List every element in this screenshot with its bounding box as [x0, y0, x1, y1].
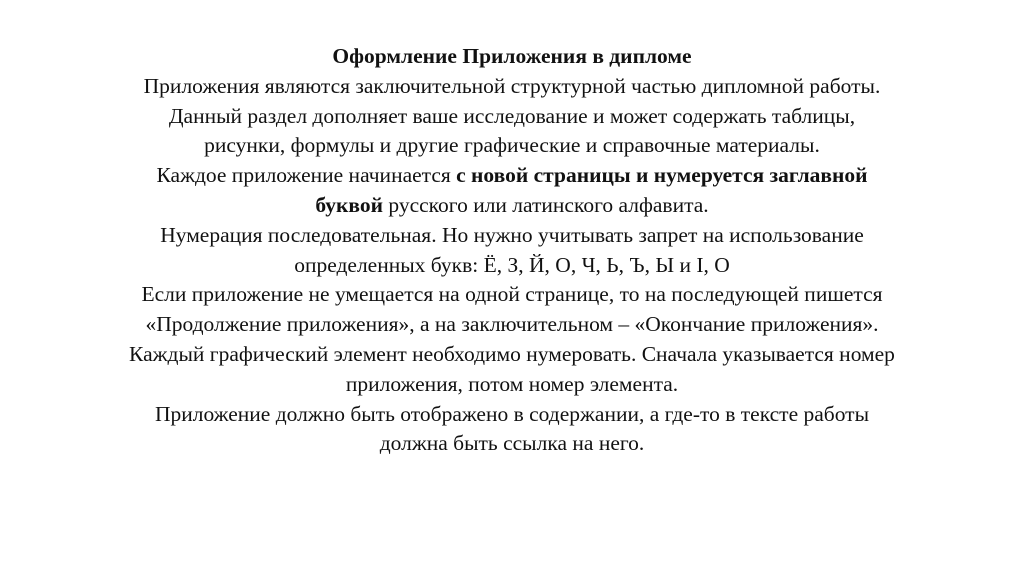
- text-line: Если приложение не умещается на одной странице, то на последующей пишется: [141, 282, 883, 307]
- text-line: Данный раздел дополняет ваше исследование и может содержать таблицы,: [168, 103, 856, 128]
- slide-body: [20, 42, 1004, 459]
- text-line: должна быть ссылка на него.: [379, 431, 645, 456]
- text-fragment: русского или латинского алфавита.: [383, 192, 709, 217]
- text-line: Приложение должно быть отображено в содержании, а где-то в тексте работы: [154, 401, 870, 426]
- text-line: Нумерация последовательная. Но нужно учитывать запрет на использование: [160, 222, 864, 247]
- text-line-mixed: [20, 161, 1004, 191]
- text-line: Приложения являются заключительной структурной частью дипломной работы.: [143, 73, 881, 98]
- slide-title: Оформление Приложения в дипломе: [332, 44, 692, 68]
- text-line: Каждый графический элемент необходимо нумеровать. Сначала указывается номер: [129, 341, 895, 366]
- text-line: «Продолжение приложения», а на заключительном – «Окончание приложения».: [145, 312, 879, 337]
- bold-fragment: с новой страницы и нумеруется заглавной: [456, 163, 868, 188]
- text-line: рисунки, формулы и другие графические и справочные материалы.: [204, 133, 820, 158]
- text-line: определенных букв: Ё, З, Й, О, Ч, Ь, Ъ, Ы и I, O: [294, 252, 730, 277]
- text-line-mixed: [20, 191, 1004, 221]
- bold-fragment: буквой: [315, 192, 383, 217]
- text-fragment: Каждое приложение начинается: [156, 163, 457, 188]
- text-line: приложения, потом номер элемента.: [345, 371, 679, 396]
